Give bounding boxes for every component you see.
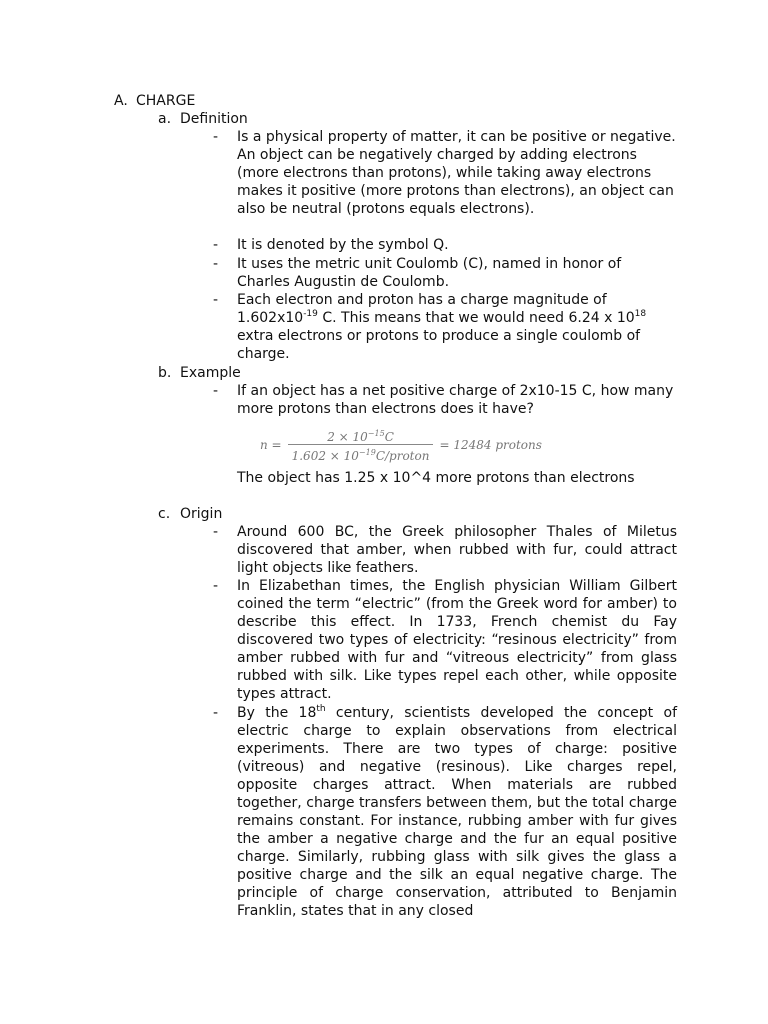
denominator-base: 1.602 × 10 <box>291 449 359 463</box>
section-heading <box>114 92 195 110</box>
origin-title: Origin <box>180 506 223 522</box>
example-title: Example <box>180 365 241 381</box>
bullet-dash: - <box>213 129 219 145</box>
exponent: 18 <box>634 309 647 319</box>
definition-heading <box>158 110 248 128</box>
example-label: b. <box>158 365 172 381</box>
bullet-dash: - <box>213 292 219 308</box>
origin-heading <box>158 505 222 523</box>
numerator-exponent: −15 <box>367 429 385 438</box>
definition-item-4-part: C. This means that we would need 6.24 x 10 <box>317 310 635 326</box>
formula-denominator <box>288 444 434 463</box>
denominator-unit: C/proton <box>375 449 430 463</box>
bullet-dash: - <box>213 705 219 721</box>
formula-numerator <box>323 427 398 444</box>
example-question: If an object has a net positive charge of 2x10-15 C, how many more protons than electrons does it have? <box>237 383 674 417</box>
definition-label: a. <box>158 111 172 127</box>
origin-item-2: In Elizabethan times, the English physician William Gilbert coined the term “electric” (from the Greek word for amber) to describe this effect. In 1733, French chemist du Fay discovered two types of electricity: “resinous electricity” from amber rubbed with fur and “vitreous electricity” from glass rubbed with silk. Like types repel each other, while opposite types attract. <box>237 578 677 702</box>
origin-item-3 <box>237 704 677 920</box>
exponent: -19 <box>303 309 318 319</box>
origin-item-3-part: By the 18 <box>237 705 317 721</box>
formula-lhs: n = <box>260 438 282 452</box>
bullet-dash: - <box>213 256 219 272</box>
formula-fraction <box>288 427 434 463</box>
definition-item-4-part: Each electron and proton has a charge magnitude of 1.602x10 <box>237 292 607 326</box>
definition-item-1: Is a physical property of matter, it can be positive or negative. An object can be negatively charged by adding electrons (more electrons than protons), while taking away electrons makes it positive (more protons than electrons), an object can also be neutral (protons equals electrons). <box>237 129 676 217</box>
section-label: A. <box>114 93 128 109</box>
definition-title: Definition <box>180 111 248 127</box>
bullet-dash: - <box>213 578 219 594</box>
origin-item-3-part: century, scientists developed the concept of electric charge to explain observations from electrical experiments. There are two types of charge: positive (vitreous) and negative (resinous). Like charges repel, opposite charges attract. When materials are rubbed together, charge transfers between them, but the total charge remains constant. For instance, rubbing amber with fur gives the amber a negative charge and the fur an equal positive charge. Similarly, rubbing glass with silk gives the glass a positive charge and the silk an equal negative charge. The principle of charge conservation, attributed to Benjamin Franklin, states that in any closed <box>237 705 677 919</box>
example-answer: The object has 1.25 x 10^4 more protons than electrons <box>237 470 635 486</box>
definition-item-2: It is denoted by the symbol Q. <box>237 237 449 253</box>
definition-item-3: It uses the metric unit Coulomb (C), named in honor of Charles Augustin de Coulomb. <box>237 256 622 290</box>
bullet-dash: - <box>213 237 219 253</box>
numerator-base: 2 × 10 <box>327 430 368 444</box>
definition-item-4-part: extra electrons or protons to produce a single coulomb of charge. <box>237 328 641 362</box>
example-heading <box>158 364 241 382</box>
numerator-unit: C <box>384 430 394 444</box>
bullet-dash: - <box>213 524 219 540</box>
formula-rhs: = 12484 protons <box>439 438 542 452</box>
denominator-exponent: −19 <box>358 448 376 457</box>
example-formula <box>260 427 542 463</box>
origin-item-1: Around 600 BC, the Greek philosopher Thales of Miletus discovered that amber, when rubbed with fur, could attract light objects like feathers. <box>237 524 677 576</box>
section-title: CHARGE <box>136 93 196 109</box>
origin-label: c. <box>158 506 171 522</box>
ordinal-suffix: th <box>316 704 326 714</box>
bullet-dash: - <box>213 383 219 399</box>
definition-item-4 <box>237 291 677 363</box>
